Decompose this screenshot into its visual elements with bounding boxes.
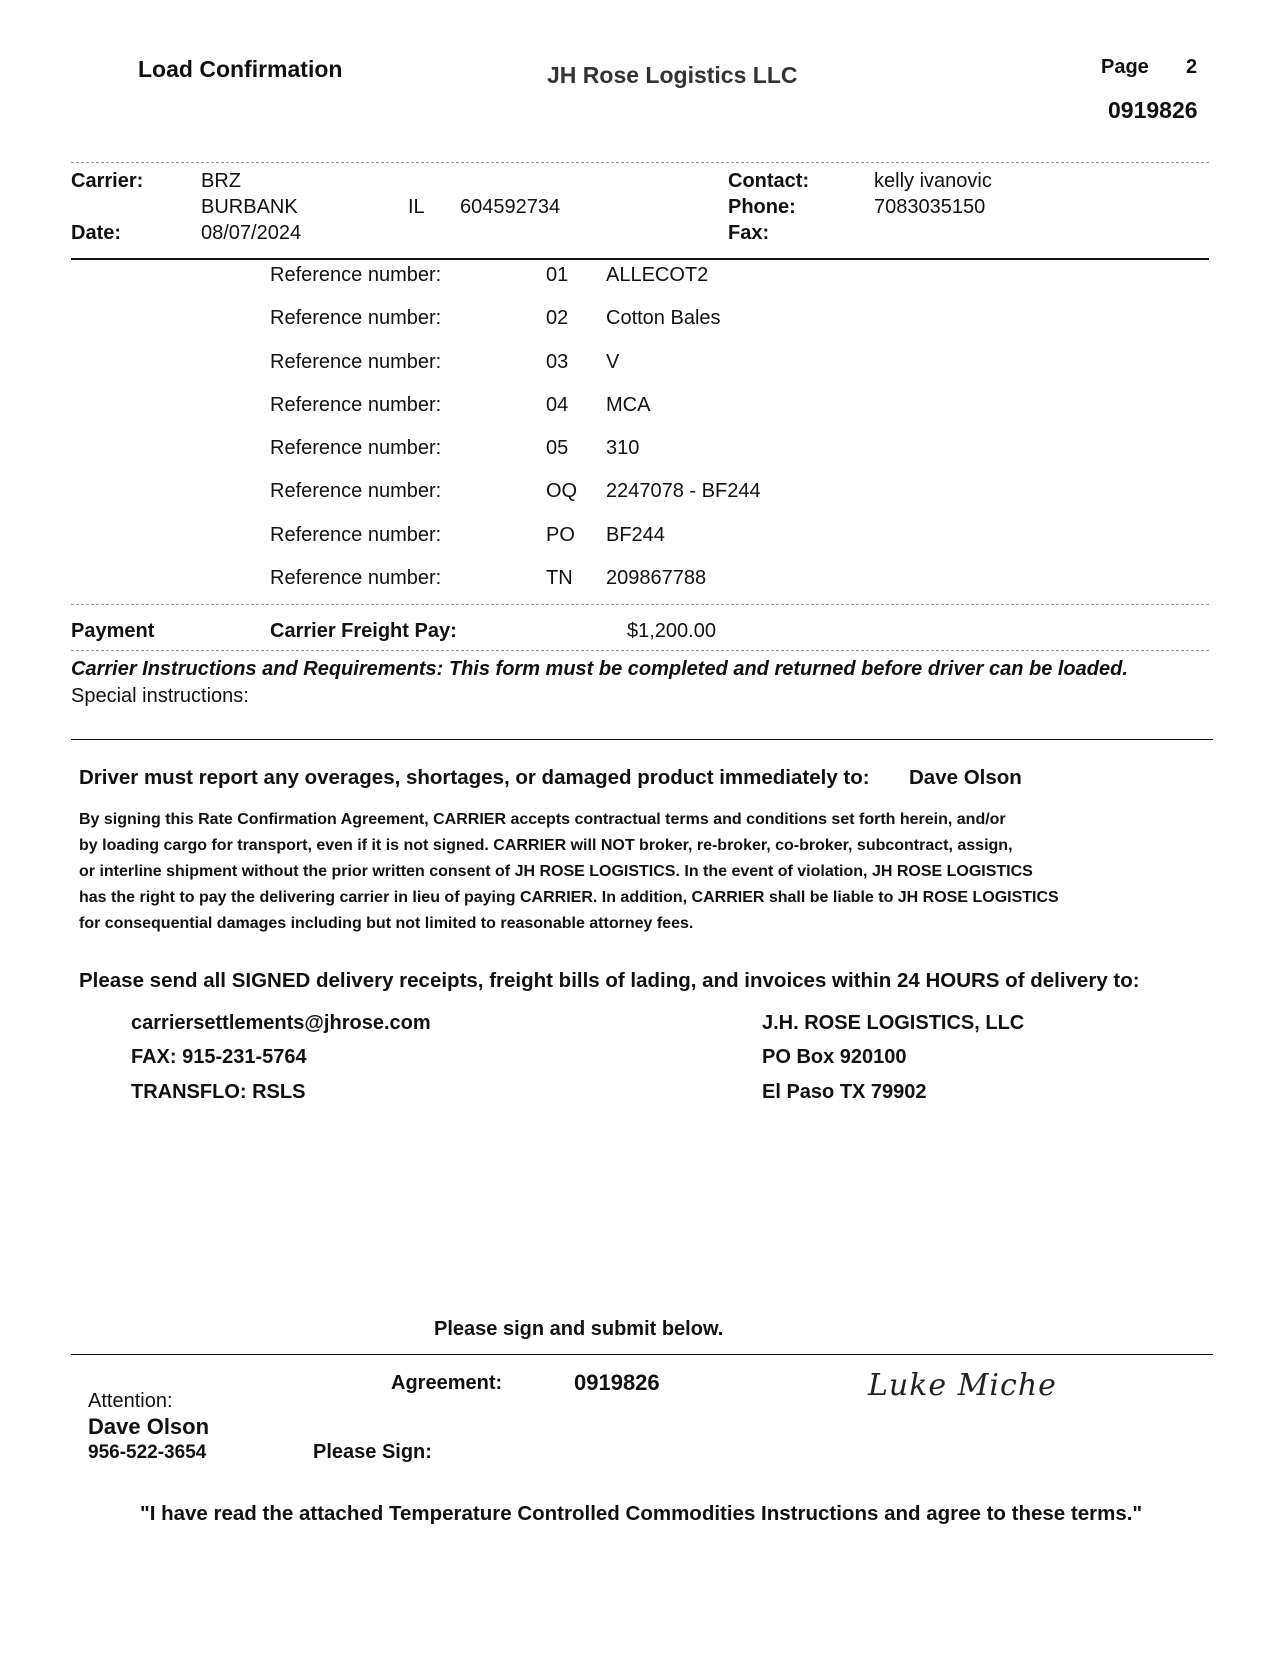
terms-line: or interline shipment without the prior written consent of JH ROSE LOGISTICS. In the event of violation, JH ROSE LOGISTICS — [79, 863, 1033, 880]
carrier-freight-pay-amount: $1,200.00 — [627, 620, 716, 642]
header-divider — [71, 162, 1209, 163]
reference-value: MCA — [606, 394, 651, 416]
reference-value: ALLECOT2 — [606, 264, 709, 286]
report-contact-name: Dave Olson — [909, 766, 1022, 789]
carrier-city: BURBANK — [201, 196, 298, 218]
reference-row — [0, 524, 1283, 567]
reference-label: Reference number: — [270, 351, 442, 373]
terms-line: for consequential damages including but not limited to reasonable attorney fees. — [79, 915, 694, 932]
attention-name: Dave Olson — [88, 1414, 210, 1439]
reference-code: TN — [546, 567, 573, 589]
reference-value: 310 — [606, 437, 640, 459]
reference-code: PO — [546, 524, 575, 546]
payment-top-divider — [71, 604, 1209, 605]
reference-label: Reference number: — [270, 524, 442, 546]
terms-line: by loading cargo for transport, even if it is not signed. CARRIER will NOT broker, re-broker, co-broker, subcontract, assign, — [79, 837, 1013, 854]
please-sign-label: Please Sign: — [313, 1441, 432, 1463]
reference-value: BF244 — [606, 524, 665, 546]
agreement-number: 0919826 — [574, 1370, 660, 1395]
reference-label: Reference number: — [270, 480, 442, 502]
carrier-zip: 604592734 — [460, 196, 561, 218]
payment-bottom-divider — [71, 650, 1209, 651]
attention-phone: 956-522-3654 — [88, 1442, 207, 1463]
reference-label: Reference number: — [270, 394, 442, 416]
terms-acknowledgement: "I have read the attached Temperature Controlled Commodities Instructions and agree to these terms." — [140, 1502, 1143, 1525]
terms-line: By signing this Rate Confirmation Agreement, CARRIER accepts contractual terms and conditions set forth herein, and/or — [79, 811, 1006, 828]
reference-code: OQ — [546, 480, 578, 502]
special-instructions-label: Special instructions: — [71, 685, 249, 707]
reference-row — [0, 480, 1283, 523]
reference-row — [0, 394, 1283, 437]
settlement-transflo: TRANSFLO: RSLS — [131, 1081, 306, 1103]
fax-label: Fax: — [728, 222, 770, 244]
page-number: 2 — [1186, 56, 1198, 78]
mailing-company: J.H. ROSE LOGISTICS, LLC — [762, 1012, 1025, 1034]
send-paperwork-heading: Please send all SIGNED delivery receipts, freight bills of lading, and invoices within 24 HOURS of delivery to: — [79, 969, 1140, 992]
reference-value: V — [606, 351, 620, 373]
sign-prompt: Please sign and submit below. — [434, 1318, 724, 1340]
reference-code: 04 — [546, 394, 569, 416]
date-value: 08/07/2024 — [201, 222, 302, 244]
handwritten-signature[interactable]: Luke Miche — [868, 1368, 1057, 1403]
payment-label: Payment — [71, 620, 155, 642]
reference-label: Reference number: — [270, 437, 442, 459]
carrier-instructions-heading: Carrier Instructions and Requirements: This form must be completed and returned before driver can be loaded. — [71, 658, 1128, 680]
terms-line: has the right to pay the delivering carrier in lieu of paying CARRIER. In addition, CARRIER shall be liable to JH ROSE LOGISTICS — [79, 889, 1059, 906]
phone-label: Phone: — [728, 196, 796, 218]
carrier-name: BRZ — [201, 170, 241, 192]
phone-value: 7083035150 — [874, 196, 986, 218]
carrier-freight-pay-label: Carrier Freight Pay: — [270, 620, 457, 642]
reference-value: Cotton Bales — [606, 307, 721, 329]
reference-row — [0, 307, 1283, 350]
agreement-label: Agreement: — [391, 1372, 503, 1394]
reference-row — [0, 351, 1283, 394]
mailing-city: El Paso TX 79902 — [762, 1081, 927, 1103]
carrier-state: IL — [408, 196, 425, 218]
attention-label: Attention: — [88, 1390, 173, 1412]
reference-row — [0, 437, 1283, 480]
instructions-divider — [71, 739, 1213, 740]
settlement-fax: FAX: 915-231-5764 — [131, 1046, 307, 1068]
report-instructions: Driver must report any overages, shortages, or damaged product immediately to: — [79, 766, 870, 789]
date-label: Date: — [71, 222, 122, 244]
carrier-divider — [71, 258, 1209, 260]
reference-code: 02 — [546, 307, 569, 329]
reference-label: Reference number: — [270, 307, 442, 329]
mailing-po-box: PO Box 920100 — [762, 1046, 907, 1068]
reference-code: 05 — [546, 437, 569, 459]
signature-divider — [71, 1354, 1213, 1355]
reference-label: Reference number: — [270, 264, 442, 286]
reference-code: 01 — [546, 264, 569, 286]
document-title: Load Confirmation — [138, 56, 343, 82]
contact-value: kelly ivanovic — [874, 170, 992, 192]
reference-code: 03 — [546, 351, 569, 373]
carrier-label: Carrier: — [71, 170, 144, 192]
reference-label: Reference number: — [270, 567, 442, 589]
load-number: 0919826 — [1108, 97, 1198, 123]
page-label: Page — [1101, 56, 1149, 78]
reference-value: 2247078 - BF244 — [606, 480, 761, 502]
reference-row — [0, 264, 1283, 307]
settlement-email[interactable]: carriersettlements@jhrose.com — [131, 1012, 431, 1034]
reference-value: 209867788 — [606, 567, 707, 589]
contact-label: Contact: — [728, 170, 810, 192]
company-name: JH Rose Logistics LLC — [547, 62, 798, 88]
